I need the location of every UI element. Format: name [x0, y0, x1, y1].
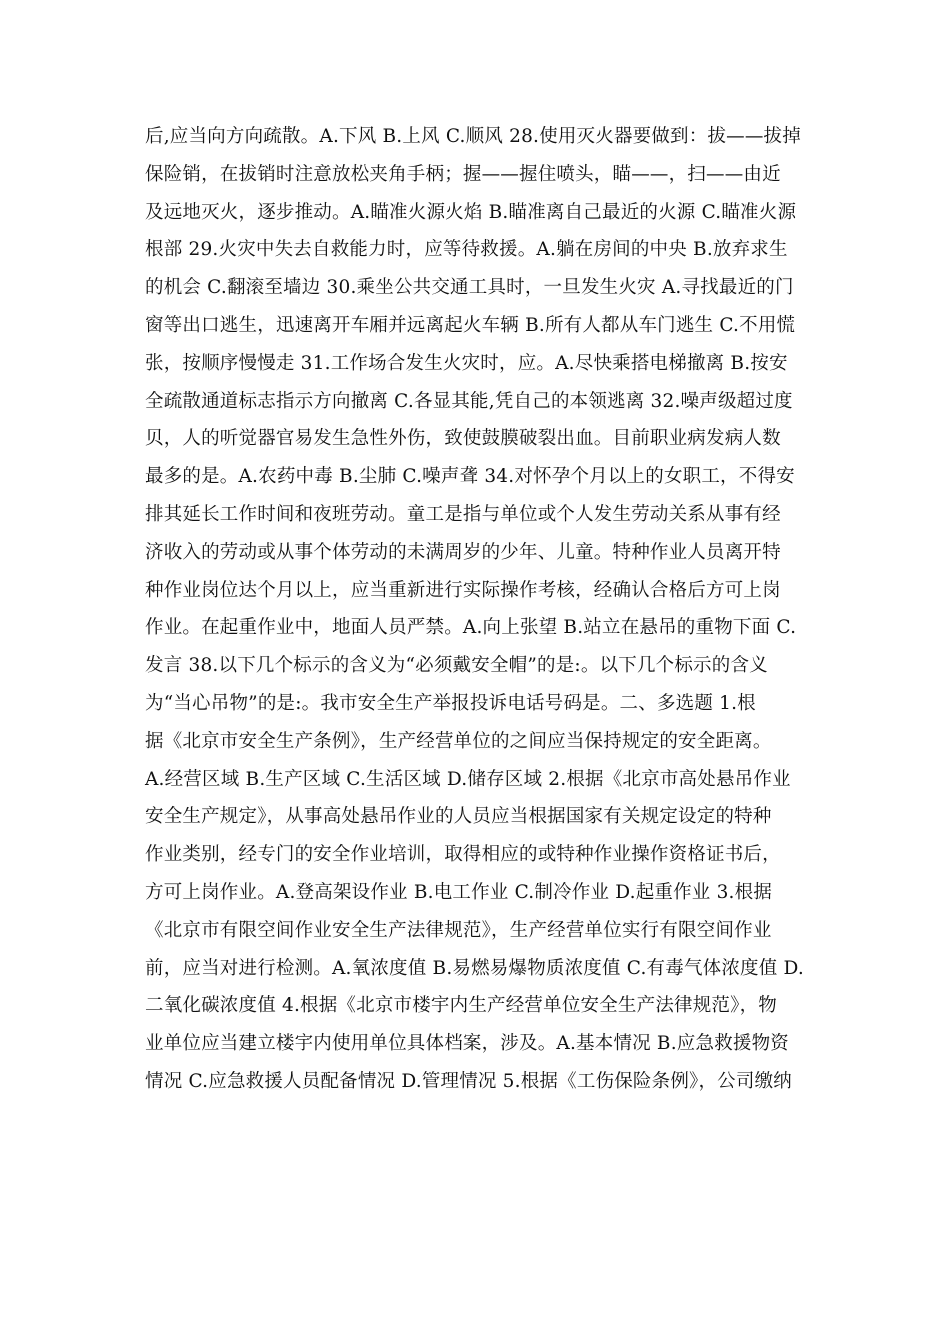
text-line: 情况 C.应急救援人员配备情况 D.管理情况 5.根据《工伤保险条例》，公司缴纳 [145, 1070, 792, 1092]
text-line: 排其延长工作时间和夜班劳动。童工是指与单位或个人发生劳动关系从事有经 [145, 503, 781, 525]
text-line: 作业类别，经专门的安全作业培训，取得相应的或特种作业操作资格证书后， [145, 844, 781, 866]
text-line: 业单位应当建立楼宇内使用单位具体档案，涉及。A.基本情况 B.应急救援物资 [145, 1033, 789, 1055]
text-line: 及远地灭火，逐步推动。A.瞄准火源火焰 B.瞄准离自己最近的火源 C.瞄准火源 [145, 201, 797, 223]
text-line: A.经营区域 B.生产区域 C.生活区域 D.储存区域 2.根据《北京市高处悬吊作业 [145, 768, 791, 790]
text-line: 后,应当向方向疏散。A.下风 B.上风 C.顺风 28.使用灭火器要做到：拔——拔掉 [145, 126, 801, 147]
text-line: 二氧化碳浓度值 4.根据《北京市楼宇内生产经营单位安全生产法律规范》，物 [145, 995, 777, 1017]
text-line: 全疏散通道标志指示方向撤离 C.各显其能,凭自己的本领逃离 32.噪声级超过度 [145, 390, 793, 412]
body-text [145, 118, 825, 1101]
text-line: 安全生产规定》，从事高处悬吊作业的人员应当根据国家有关规定设定的特种 [145, 806, 772, 828]
text-line: 《北京市有限空间作业安全生产法律规范》，生产经营单位实行有限空间作业 [145, 919, 772, 941]
text-line: 最多的是。A.农药中毒 B.尘肺 C.噪声聋 34.对怀孕个月以上的女职工，不得安 [145, 466, 795, 488]
text-line: 张，按顺序慢慢走 31.工作场合发生火灾时，应。A.尽快乘搭电梯撤离 B.按安 [145, 352, 788, 374]
text-line: 种作业岗位达个月以上，应当重新进行实际操作考核，经确认合格后方可上岗 [145, 579, 781, 601]
text-line: 据《北京市安全生产条例》，生产经营单位的之间应当保持规定的安全距离。 [145, 730, 772, 752]
text-line: 济收入的劳动或从事个体劳动的未满周岁的少年、儿童。特种作业人员离开特 [145, 541, 781, 563]
text-line: 贝，人的听觉器官易发生急性外伤，致使鼓膜破裂出血。目前职业病发病人数 [145, 428, 781, 450]
text-line: 作业。在起重作业中，地面人员严禁。A.向上张望 B.站立在悬吊的重物下面 C. [145, 617, 797, 639]
text-line: 前，应当对进行检测。A.氧浓度值 B.易燃易爆物质浓度值 C.有毒气体浓度值 D. [145, 957, 804, 979]
text-line: 窗等出口逃生，迅速离开车厢并远离起火车辆 B.所有人都从车门逃生 C.不用慌 [145, 314, 796, 336]
text-line: 方可上岗作业。A.登高架设作业 B.电工作业 C.制冷作业 D.起重作业 3.根据 [145, 881, 773, 903]
text-line: 根部 29.火灾中失去自救能力时，应等待救援。A.躺在房间的中央 B.放弃求生 [145, 239, 788, 261]
text-line: 的机会 C.翻滚至墙边 30.乘坐公共交通工具时，一旦发生火灾 A.寻找最近的门 [145, 277, 794, 299]
text-line: 保险销，在拔销时注意放松夹角手柄；握——握住喷头，瞄——，扫——由近 [145, 163, 781, 185]
text-line: 发言 38.以下几个标示的含义为“必须戴安全帽”的是:。以下几个标示的含义 [145, 655, 768, 677]
text-line: 为“当心吊物”的是:。我市安全生产举报投诉电话号码是。二、多选题 1.根 [145, 692, 756, 714]
